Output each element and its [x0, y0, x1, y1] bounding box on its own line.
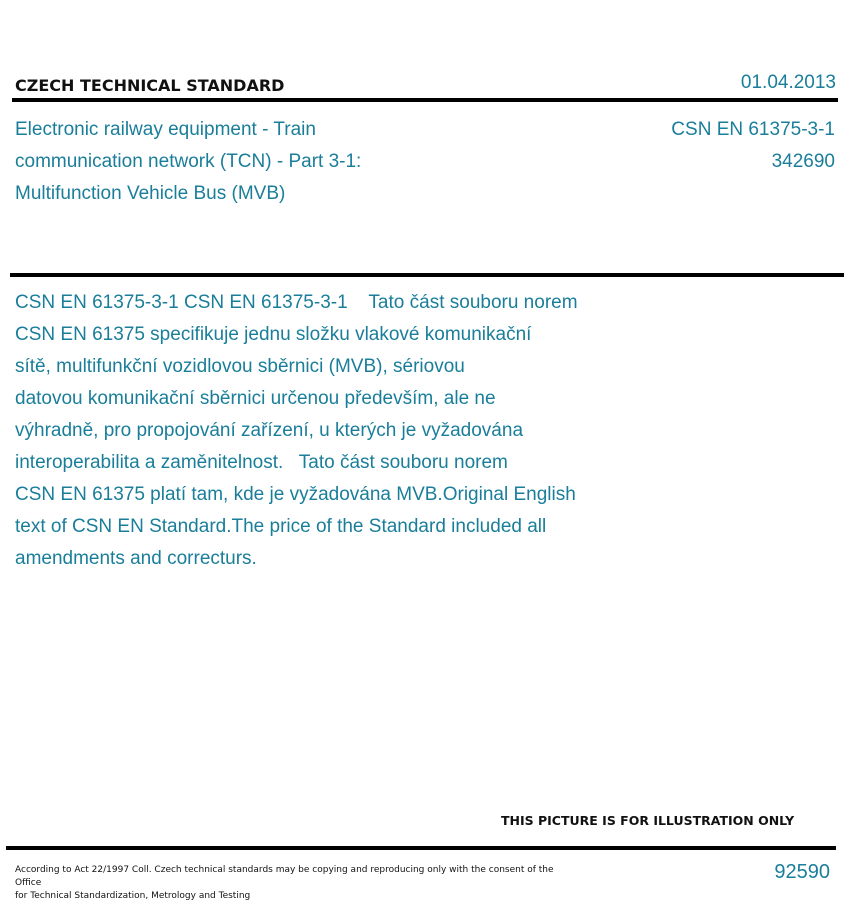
- footer-divider: [6, 846, 836, 850]
- legal-line: for Technical Standardization, Metrology and Testing: [15, 891, 251, 901]
- title-line: Electronic railway equipment - Train: [15, 119, 316, 140]
- catalog-number: 342690: [771, 151, 835, 172]
- header-divider: [12, 98, 838, 102]
- publication-date: 01.04.2013: [740, 72, 836, 93]
- standard-description: CSN EN 61375-3-1 CSN EN 61375-3-1 Tato část souboru norem CSN EN 61375 specifikuje jednu složku vlakové komunikační sítě, multifunkční vozidlovou sběrnici (MVB), sériovou datovou komunikační sběrnici určenou především, ale ne výhradně, pro propojování zařízení, u kterých je vyžadována interoperabilita a zaměnitelnost. Tato část souboru norem CSN EN 61375 platí tam, kde je vyžadována MVB.Original English text of CSN EN Standard.The price of the Standard included all amendments and correcturs.: [15, 292, 578, 569]
- legal-notice: [15, 864, 575, 903]
- title-divider: [10, 273, 844, 277]
- title-line: communication network (TCN) - Part 3-1:: [15, 151, 362, 172]
- standard-title: [15, 114, 435, 210]
- title-line: Multifunction Vehicle Bus (MVB): [15, 183, 286, 204]
- illustration-note: THIS PICTURE IS FOR ILLUSTRATION ONLY: [501, 813, 795, 828]
- standard-number: CSN EN 61375-3-1: [671, 119, 835, 140]
- document-type-label: CZECH TECHNICAL STANDARD: [15, 76, 285, 95]
- standard-identifiers: [671, 114, 835, 178]
- footer-code: 92590: [774, 861, 830, 883]
- legal-line: According to Act 22/1997 Coll. Czech technical standards may be copying and reproducing only with the consent of the Office: [15, 865, 554, 888]
